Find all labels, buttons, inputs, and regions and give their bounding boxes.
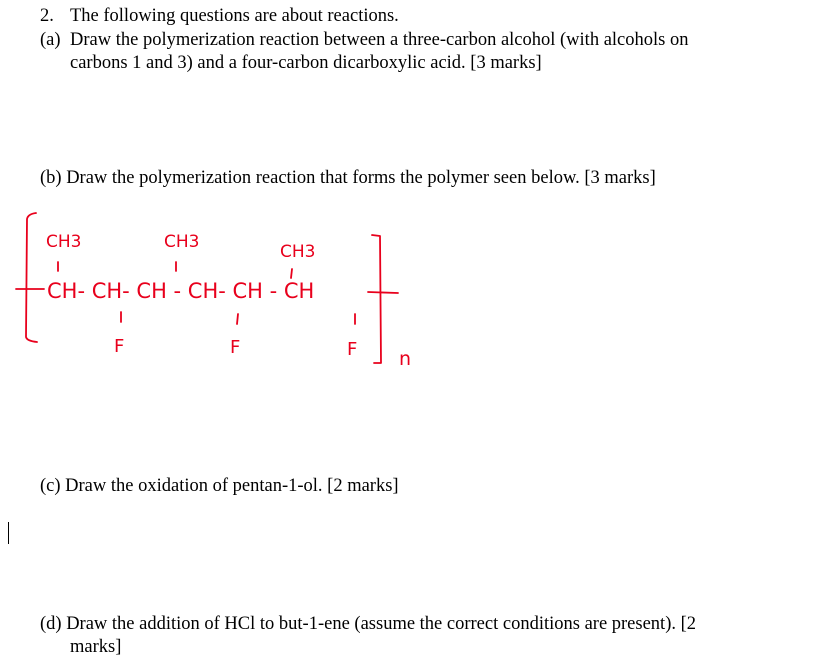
part-a-text-line1: Draw the polymerization reaction between a three-carbon alcohol (with alcohols on <box>70 30 689 50</box>
methyl-group-3: CH3 <box>280 242 316 262</box>
polymer-backbone: CH- CH- CH - CH- CH - CH <box>47 279 315 303</box>
part-b-text: (b) Draw the polymerization reaction that forms the polymer seen below. [3 marks] <box>40 168 656 188</box>
text-cursor <box>8 522 9 544</box>
methyl-bond-3 <box>291 269 292 278</box>
right-bracket <box>372 235 381 363</box>
methyl-group-1: CH3 <box>46 232 82 252</box>
part-d-text-line1: (d) Draw the addition of HCl to but-1-ene (assume the correct conditions are present). [2 <box>40 614 697 634</box>
part-d-text-line2: marks] <box>70 637 122 657</box>
part-c-text: (c) Draw the oxidation of pentan-1-ol. [2 marks] <box>40 476 399 496</box>
fluorine-bond-2 <box>237 314 238 324</box>
question-title: The following questions are about reactions. <box>70 6 399 26</box>
fluorine-1: F <box>114 336 125 357</box>
repeat-subscript: n <box>399 348 412 370</box>
left-bracket <box>26 213 37 342</box>
fluorine-2: F <box>230 337 241 358</box>
methyl-group-2: CH3 <box>164 232 200 252</box>
right-bond <box>368 292 398 293</box>
polymer-drawing <box>0 205 440 380</box>
question-number: 2. <box>40 6 54 26</box>
part-a-label: (a) <box>40 30 61 50</box>
part-a-text-line2: carbons 1 and 3) and a four-carbon dicarboxylic acid. [3 marks] <box>70 53 542 73</box>
fluorine-3: F <box>347 339 358 360</box>
